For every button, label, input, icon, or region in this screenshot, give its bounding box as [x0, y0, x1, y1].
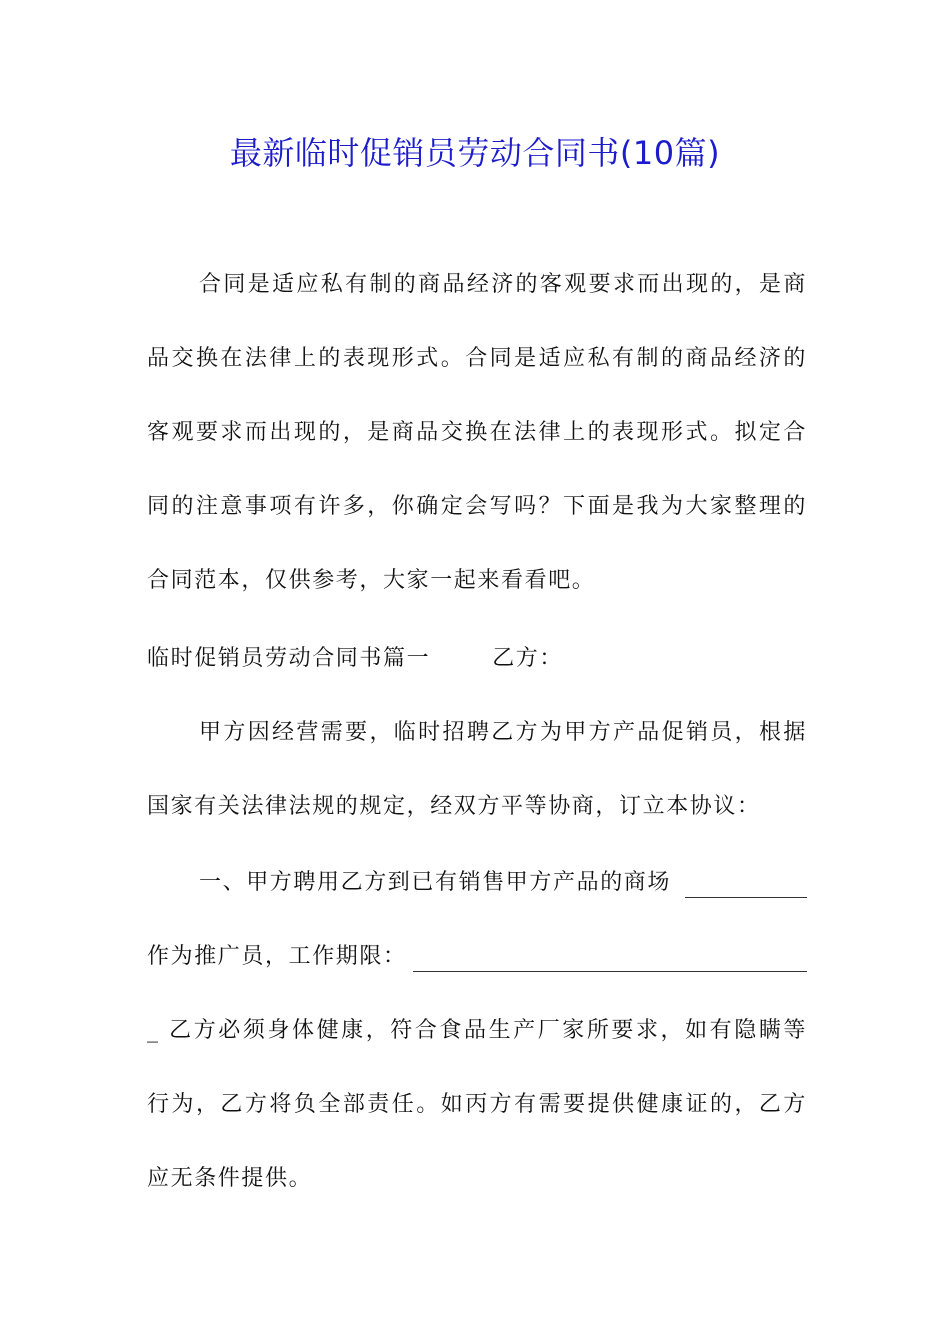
- intro-line-5: 合同范本，仅供参考，大家一起来看看吧。: [147, 568, 596, 593]
- clause1-text-2: 作为推广员，工作期限：: [147, 944, 407, 969]
- para1-line-2: 国家有关法律法规的规定，经双方平等协商，订立本协议：: [147, 794, 761, 819]
- intro-line-1: 合同是适应私有制的商品经济的客观要求而出现的，是商: [199, 272, 807, 297]
- intro-line-4: 同的注意事项有许多，你确定会写吗？下面是我为大家整理的: [147, 494, 807, 519]
- section-heading-label: 临时促销员劳动合同书篇一: [147, 646, 431, 671]
- clause1-line-1: [199, 868, 807, 898]
- clause1-text-3: 乙方必须身体健康，符合食品生产厂家所要求，如有隐瞒等: [169, 1018, 807, 1043]
- clause1-line-3: [147, 1016, 807, 1046]
- section-heading: [147, 644, 807, 674]
- intro-line-2: 品交换在法律上的表现形式。合同是适应私有制的商品经济的: [147, 346, 807, 371]
- document-title: 最新临时促销员劳动合同书(10篇): [229, 134, 721, 172]
- clause1-line-5: 应无条件提供。: [147, 1166, 313, 1191]
- term-blank: [413, 947, 807, 972]
- clause1-line-2: [147, 942, 807, 972]
- mall-name-blank: [685, 873, 807, 898]
- clause1-line-4: 行为，乙方将负全部责任。如丙方有需要提供健康证的，乙方: [147, 1092, 807, 1117]
- intro-line-3: 客观要求而出现的，是商品交换在法律上的表现形式。拟定合: [147, 420, 807, 445]
- party-b-label: 乙方：: [492, 646, 564, 671]
- clause1-text-1: 一、甲方聘用乙方到已有销售甲方产品的商场: [199, 870, 672, 895]
- clause1-prefix: _: [147, 1018, 160, 1043]
- para1-line-1: 甲方因经营需要，临时招聘乙方为甲方产品促销员，根据: [199, 720, 807, 745]
